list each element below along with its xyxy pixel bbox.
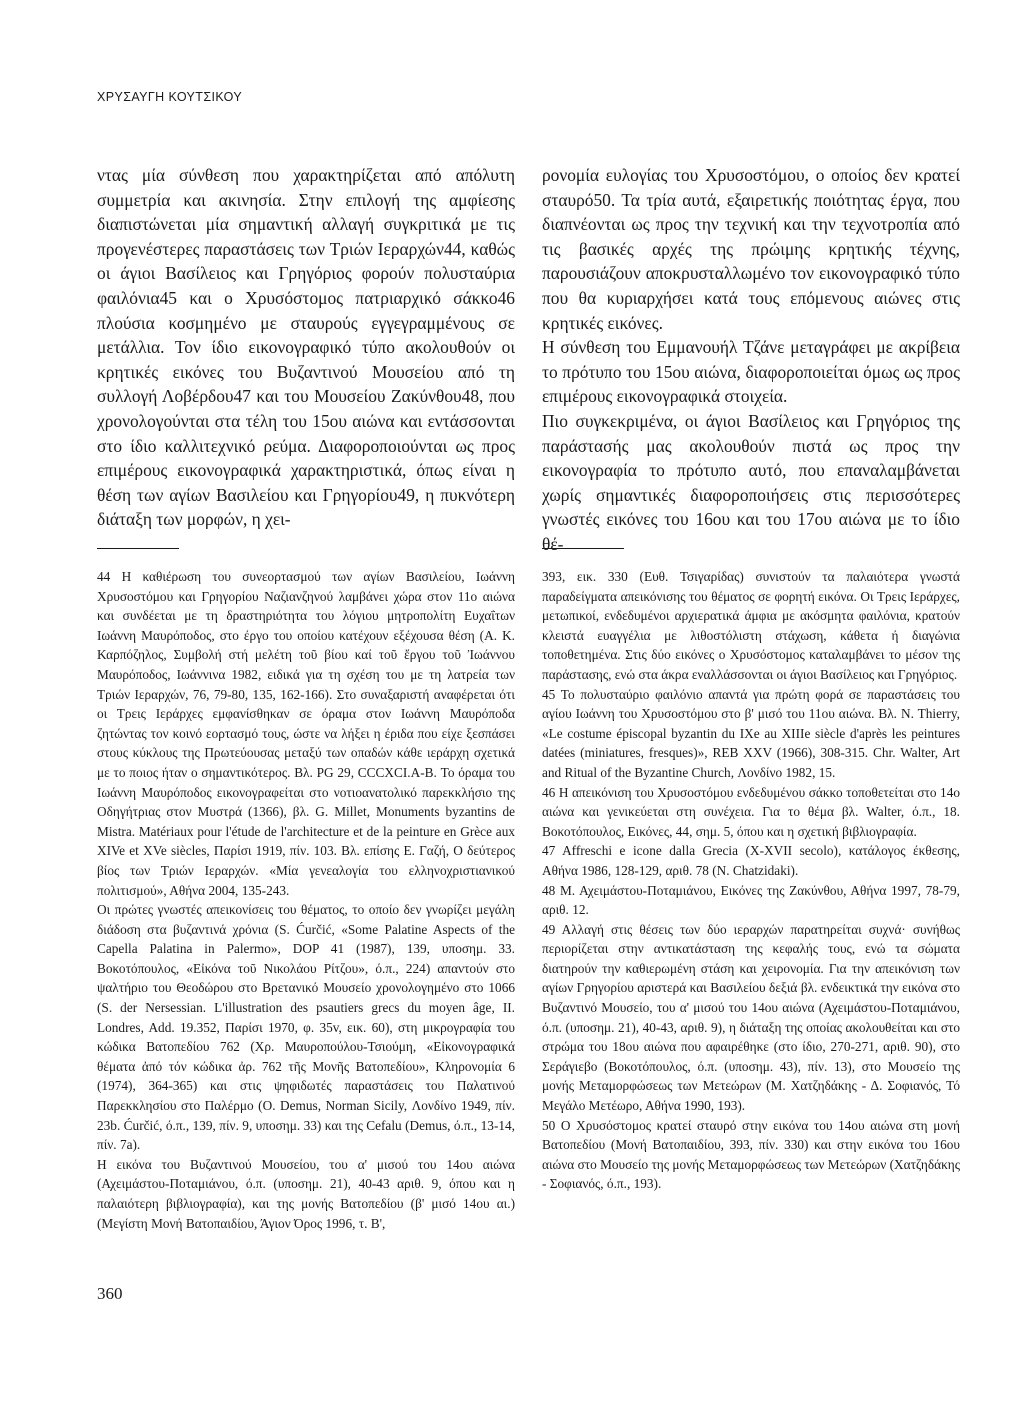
body-column-left [97,163,515,532]
footnote: 49 Αλλαγή στις θέσεις των δύο ιεραρχών παρατηρείται συχνά· συνήθως περιορίζεται στην αντικατάσταση της κεφαλής τους, ενώ τα σώματα διατηρούν την καθιερωμένη στάση και χειρονομία. Για την απεικόνιση των αγίων Γρηγορίου αριστερά και Βασιλείου δεξιά βλ. ενδεικτικά την εικόνα στο Βυζαντινό Μουσείο, του α' μισού του 14ου αιώνα (Αχειμάστου-Ποταμιάνου, ό.π. (υποσημ. 21), 40-43, αριθ. 9), η διάταξη της οποίας ακολουθείται και στο στρώμα του 18ου αιώνα που αφαιρέθηκε (στο ίδιο, 270-271, αριθ. 90), στο Σεράγιεβο (Βοκοτόπουλος, ό.π. (υποσημ. 43), πίν. 13), στο Μουσείο της μονής Μεταμορφώσεως των Μετεώρων (Μ. Χατζηδάκης - Δ. Σοφιανός, Τό Μεγάλο Μετέωρο, Αθήνα 1990, 193). [542,921,960,1114]
footnote-separator [97,548,179,549]
footnote: 50 Ο Χρυσόστομος κρατεί σταυρό στην εικόνα του 14ου αιώνα στη μονή Βατοπεδίου (Μονή Βατοπαιδίου, 393, πίν. 330) και στην εικόνα του 16ου αιώνα στο Μουσείο της μονής Μεταμορφώσεως των Μετεώρων (Χατζηδάκης - Σοφιανός, ό.π., 193). [542,1117,960,1192]
footnote: Η εικόνα του Βυζαντινού Μουσείου, του α' μισού του 14ου αιώνα (Αχειμάστου-Ποταμιάνου, ό.π. (υποσημ. 21), 40-43 αριθ. 9, όπου και η παλαιότερη βιβλιογραφία), και της μονής Βατοπεδίου (β' μισό 14ου αι.) (Μεγίστη Μονή Βατοπαιδίου, Άγιον Όρος 1996, τ. Β', [97,1156,515,1231]
footnote-separator [542,548,624,549]
footnote: 393, εικ. 330 (Ευθ. Τσιγαρίδας) συνιστούν τα παλαιότερα γνωστά παραδείγματα απεικόνισης του θέματος σε φορητή εικόνα. Οι Τρεις Ιεράρχες, μετωπικοί, ενδεδυμένοι αρχιερατικά άμφια με ακόσμητα φαιλόνια, κρατούν κλειστά ευαγγέλια με λιθοστόλιστη στάχωση, κάθετα ή διαγώνια τοποθετημένα. Στις δύο εικόνες ο Χρυσόστομος καταλαμβάνει το μέσον της παράστασης, ενώ στα άκρα εναλλάσσονται οι άγιοι Βασίλειος και Γρηγόριος. [542,569,960,682]
footnote: 48 Μ. Αχειμάστου-Ποταμιάνου, Εικόνες της Ζακύνθου, Αθήνα 1997, 78-79, αριθ. 12. [542,882,960,918]
page-number: 360 [97,1284,123,1303]
footnote: 46 Η απεικόνιση του Χρυσοστόμου ενδεδυμένου σάκκο τοποθετείται στο 14ο αιώνα και γενικεύεται στη συνέχεια. Για το θέμα βλ. Walter, ό.π., 18. Βοκοτόπουλος, Εικόνες, 44, σημ. 5, όπου και η σχετική βιβλιογραφία. [542,784,960,839]
body-paragraph: ντας μία σύνθεση που χαρακτηρίζεται από απόλυτη συμμετρία και ακινησία. Στην επιλογή της αμφίεσης διαπιστώνεται μία σημαντική αλλαγή συγκριτικά με τις προγενέστερες παραστάσεις των Τριών Ιεραρχών44, καθώς οι άγιοι Βασίλειος και Γρηγόριος φορούν πολυσταύρια φαιλόνια45 και ο Χρυσόστομος πατριαρχικό σάκκο46 πλούσια κοσμημένο με σταυρούς εγγεγραμμένους σε μετάλλια. Τον ίδιο εικονογραφικό τύπο ακολουθούν οι κρητικές εικόνες του Βυζαντινού Μουσείου από τη συλλογή Λοβέρδου47 και του Μουσείου Ζακύνθου48, που χρονολογούνται στα τέλη του 15ου αιώνα και εντάσσονται στο ίδιο καλλιτεχνικό ρεύμα. Διαφοροποιούνται ως προς επιμέρους εικονογραφικά χαρακτηριστικά, όπως είναι η θέση των αγίων Βασιλείου και Γρηγορίου49, η πυκνότερη διάταξη των μορφών, η χει- [97,165,515,530]
body-paragraph: Η σύνθεση του Εμμανουήλ Τζάνε μεταγράφει με ακρίβεια το πρότυπο του 15ου αιώνα, διαφοροποιείται όμως ως προς επιμέρους εικονογραφικά στοιχεία. [542,337,960,407]
footnote: 45 Το πολυσταύριο φαιλόνιο απαντά για πρώτη φορά σε παραστάσεις του αγίου Ιωάννη του Χρυσοστόμου στο β' μισό του 11ου αιώνα. Βλ. N. Thierry, «Le costume épiscopal byzantin du IXe au XIIIe siècle d'après les peintures datées (miniatures, fresques)», REB XXV (1966), 308-315. Chr. Walter, Art and Ritual of the Byzantine Church, Λονδίνο 1982, 15. [542,686,960,780]
body-paragraph: ρονομία ευλογίας του Χρυσοστόμου, ο οποίος δεν κρατεί σταυρό50. Τα τρία αυτά, εξαιρετικής ποιότητας έργα, που διαπνέονται ως προς την τεχνική και την τεχνοτροπία από τις βασικές αρχές της πρώιμης κρητικής τέχνης, παρουσιάζουν αποκρυσταλλωμένο τον εικονογραφικό τύπο που θα κυριαρχήσει κατά τους επόμενους αιώνες στις κρητικές εικόνες. [542,165,960,333]
body-column-right [542,163,960,557]
footnotes-column-left [97,548,515,1233]
footnote: 44 Η καθιέρωση του συνεορτασμού των αγίων Βασιλείου, Ιωάννη Χρυσοστόμου και Γρηγορίου Ναζιανζηνού λαμβάνει χώρα στον 11ο αιώνα και συνδέεται με τη δραστηριότητα του λόγιου μητροπολίτη Ευχαΐτων Ιωάννη Μαυρόποδος, στο έργο του οποίου κατέχουν εξέχουσα θέση (Α. Κ. Καρπόζηλος, Συμβολή στή μελέτη τοῦ βίου καί τοῦ ἔργου τοῦ Ἰωάννου Μαυρόποδος, Ιωάννινα 1982, ειδικά για τη σχέση του με τη λατρεία των Τριών Ιεραρχών, 76, 79-80, 135, 162-166). Στο συναξαριστή αναφέρεται ότι οι Τρεις Ιεράρχες εμφανίσθηκαν σε όραμα στον Ιωάννη Μαυρόποδα ζητώντας τον κοινό εορτασμό τους, ώστε να λήξει η έριδα που είχε ξεσπάσει στους κύκλους της Πρωτεύουσας μεταξύ των οπαδών κάθε ιεράρχη σχετικά με το ποιος ήταν ο σημαντικότερος. Βλ. PG 29, CCCXCI.A-B. Το όραμα του Ιωάννη Μαυρόποδος εικονογραφείται στο νοτιοανατολικό παρεκκλήσιο της Οδηγήτριας στον Μυστρά (1366), βλ. G. Millet, Monuments byzantins de Mistra. Matériaux pour l'étude de l'architecture et de la peinture en Grèce aux XIVe et XVe siècles, Παρίσι 1919, πίν. 103. Βλ. επίσης Ε. Γαζή, Ο δεύτερος βίος των Τριών Ιεραρχών. «Μία γενεαλογία του ελληνοχριστιανικού πολιτισμού», Αθήνα 2004, 135-243. [97,569,515,898]
footnote: 47 Affreschi e icone dalla Grecia (X-XVII secolo), κατάλογος έκθεσης, Αθήνα 1986, 128-129, αριθ. 78 (Ν. Chatzidaki). [542,843,960,878]
footnote: Οι πρώτες γνωστές απεικονίσεις του θέματος, το οποίο δεν γνωρίζει μεγάλη διάδοση στα βυζαντινά χρόνια (S. Ćurčić, «Some Palatine Aspects of the Capella Palatina in Palermo», DOP 41 (1987), 139, υποσημ. 33. Βοκοτόπουλος, «Εἰκόνα τοῦ Νικολάου Ρίτζου», ό.π., 224) απαντούν στο ψαλτήριο του Θεοδώρου στο Βρετανικό Μουσείο χρονολογημένο στο 1066 (S. der Nersessian. L'illustration des psautiers grecs du moyen âge, II. Londres, Add. 19.352, Παρίσι 1970, φ. 35v, εικ. 60), στη μικρογραφία του κώδικα Βατοπεδίου 762 (Χρ. Μαυροπούλου-Τσιούμη, «Εἰκονογραφικά θέματα ἀπό τόν κώδικα ἀρ. 762 τῆς Μονῆς Βατοπεδίου», Κληρονομία 6 (1974), 364-365) και στις ψηφιδωτές παραστάσεις του Παλατινού Παρεκκλησίου στο Παλέρμο (O. Demus, Norman Sicily, Λονδίνο 1949, πίν. 23b. Ćurčić, ό.π., 139, πίν. 9, υποσημ. 33) και της Cefalu (Demus, ό.π., 13-14, πίν. 7a). [97,902,515,1153]
running-head: ΧΡΥΣΑΥΓΗ ΚΟΥΤΣΙΚΟΥ [97,90,243,104]
body-paragraph: Πιο συγκεκριμένα, οι άγιοι Βασίλειος και Γρηγόριος της παράστασής μας ακολουθούν πιστά ως προς την εικονογραφία το πρότυπο αυτό, που επαναλαμβάνεται χωρίς σημαντικές διαφοροποιήσεις στις περισσότερες γνωστές εικόνες του 16ου και του 17ου αιώνα με το ίδιο θέ- [542,410,960,554]
footnotes-column-right [542,548,960,1194]
